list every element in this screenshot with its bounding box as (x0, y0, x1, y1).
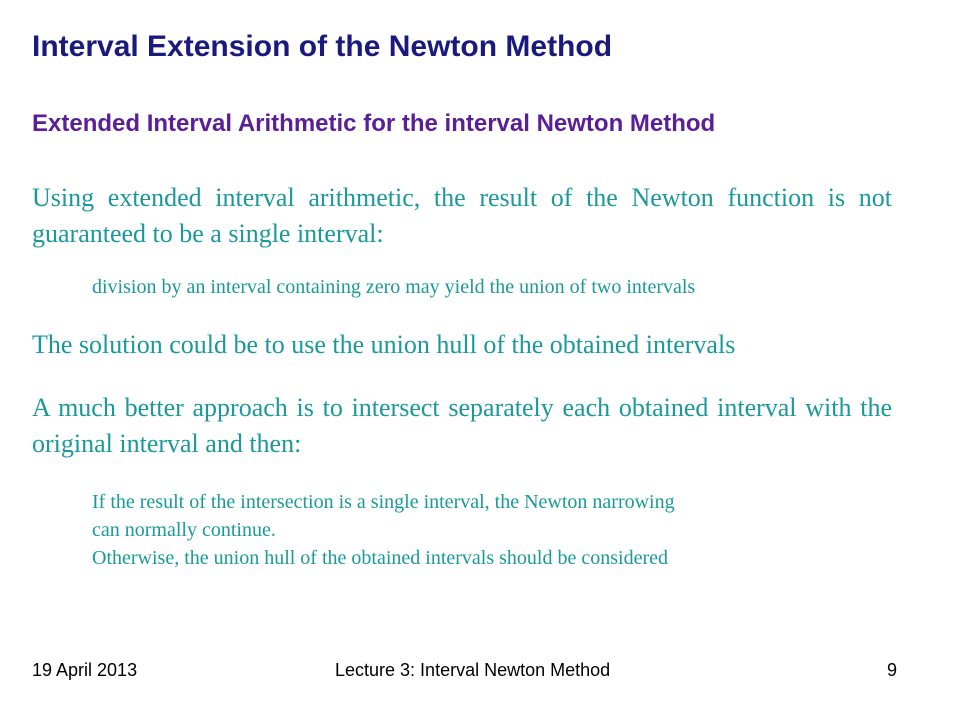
footer-date: 19 April 2013 (32, 660, 138, 680)
note-division-by-zero: division by an interval containing zero may yield the union of two intervals (92, 276, 696, 298)
slide-subtitle: Extended Interval Arithmetic for the interval Newton Method (32, 110, 716, 137)
paragraph-better-approach: A much better approach is to intersect separately each obtained interval with the original interval and then: (32, 393, 892, 458)
sub-points-list (92, 488, 892, 572)
sub-point-line: can normally continue. (92, 519, 276, 541)
sub-point-line: If the result of the intersection is a single interval, the Newton narrowing (92, 491, 675, 513)
footer-page-number: 9 (887, 660, 898, 680)
paragraph-extended-arithmetic: Using extended interval arithmetic, the result of the Newton function is not guaranteed to be a single interval: (32, 183, 892, 248)
slide-title: Interval Extension of the Newton Method (32, 30, 613, 63)
footer-lecture-title: Lecture 3: Interval Newton Method (335, 660, 611, 680)
paragraph-union-hull: The solution could be to use the union hull of the obtained intervals (32, 330, 736, 359)
sub-point-line: Otherwise, the union hull of the obtained intervals should be considered (92, 547, 668, 569)
